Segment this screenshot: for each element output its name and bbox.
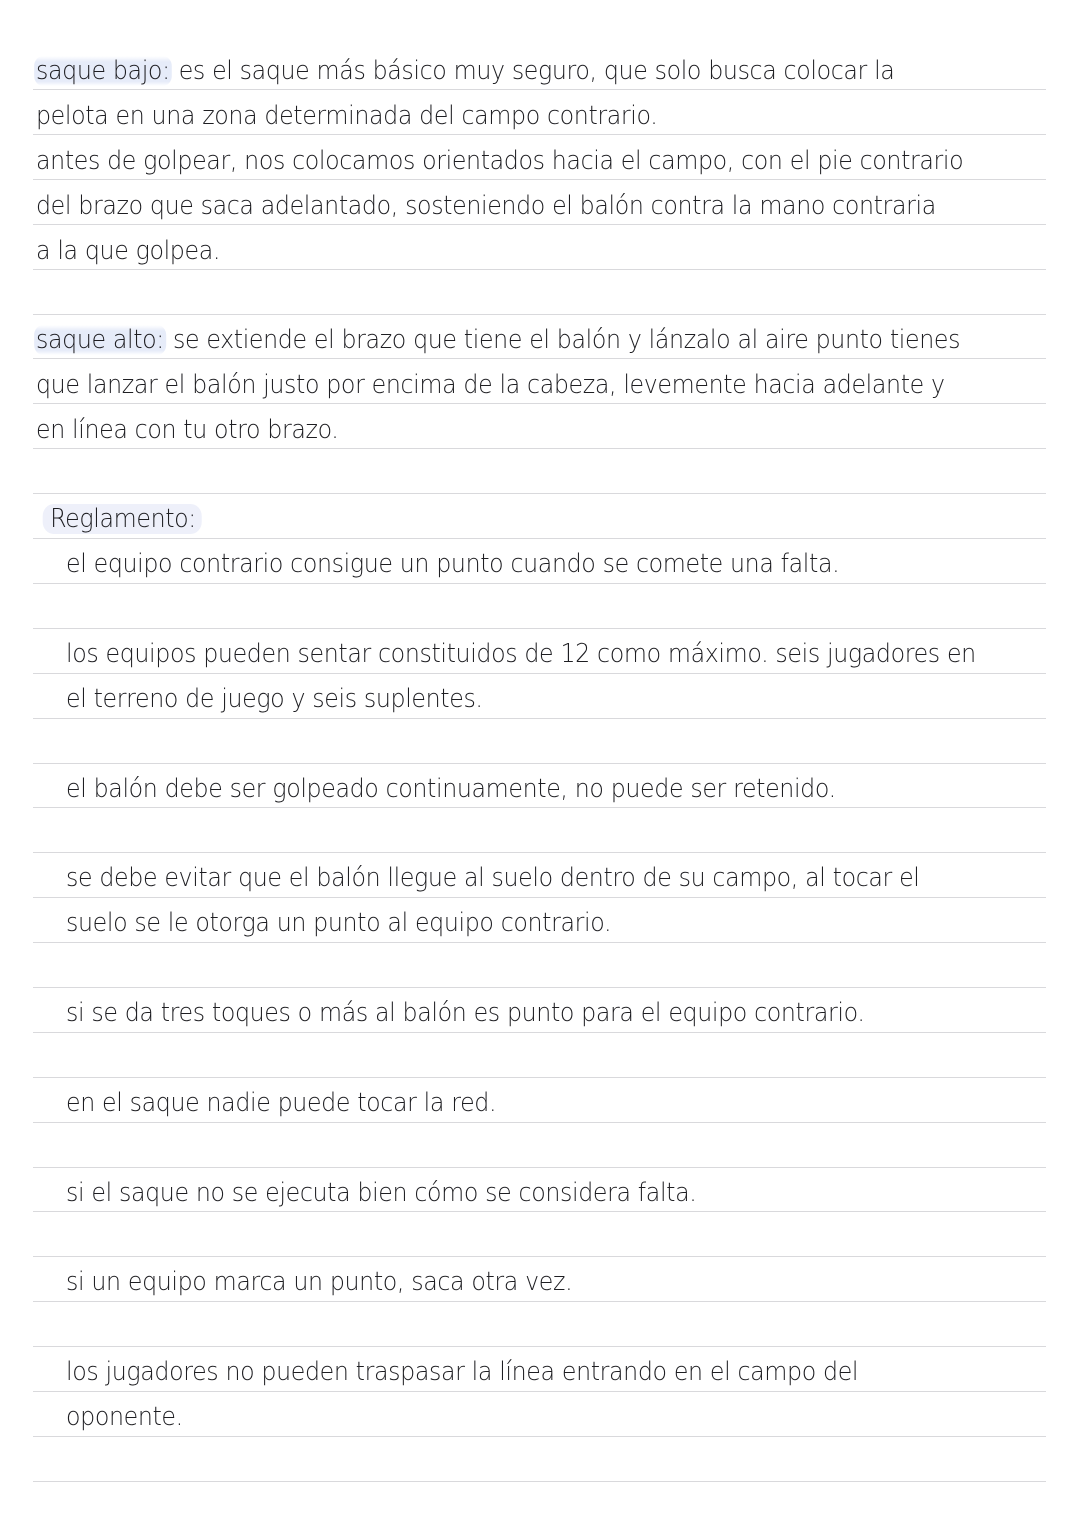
rule-line — [33, 314, 1046, 315]
rule-text: si un equipo marca un punto, saca otra vez. — [66, 1267, 573, 1297]
text-line: que lanzar el balón justo por encima de la cabeza, levemente hacia adelante y — [36, 370, 945, 400]
text-line: del brazo que saca adelantado, sosteniendo el balón contra la mano contraria — [36, 191, 936, 221]
rule-line — [33, 1346, 1046, 1347]
rule-text: el equipo contrario consigue un punto cuando se comete una falta. — [66, 549, 840, 579]
term-highlight-saque-alto: saque alto: — [36, 325, 164, 355]
text-line: a la que golpea. — [36, 236, 221, 266]
rule-text: oponente. — [66, 1402, 183, 1432]
rule-line — [33, 628, 1046, 629]
rule-text: si el saque no se ejecuta bien cómo se considera falta. — [66, 1178, 697, 1208]
text-line: pelota en una zona determinada del campo contrario. — [36, 101, 658, 131]
rule-line — [33, 852, 1046, 853]
rule-text: el terreno de juego y seis suplentes. — [66, 684, 483, 714]
rule-text: los jugadores no pueden traspasar la línea entrando en el campo del — [66, 1357, 859, 1387]
section-heading — [52, 497, 202, 541]
rule-line — [33, 1436, 1046, 1437]
rule-text: suelo se le otorga un punto al equipo contrario. — [66, 908, 612, 938]
rule-text: el balón debe ser golpeado continuamente, no puede ser retenido. — [66, 774, 836, 804]
rule-line — [33, 493, 1046, 494]
text-line — [36, 49, 894, 93]
rule-text: en el saque nadie puede tocar la red. — [66, 1088, 497, 1118]
heading-highlight-reglamento: Reglamento: — [43, 504, 202, 534]
rule-line — [33, 763, 1046, 764]
rule-line — [33, 987, 1046, 988]
text-line: antes de golpear, nos colocamos orientados hacia el campo, con el pie contrario — [36, 146, 964, 176]
text-line — [36, 318, 960, 362]
rule-line — [33, 1256, 1046, 1257]
text-line: en línea con tu otro brazo. — [36, 415, 339, 445]
rule-line — [33, 1167, 1046, 1168]
rule-text: se debe evitar que el balón llegue al suelo dentro de su campo, al tocar el — [66, 863, 920, 893]
definition-text: se extiende el brazo que tiene el balón y lánzalo al aire punto tienes — [165, 325, 961, 355]
rule-line — [33, 1481, 1046, 1482]
term-highlight-saque-bajo: saque bajo: — [36, 56, 170, 86]
rule-text: si se da tres toques o más al balón es punto para el equipo contrario. — [66, 998, 865, 1028]
definition-text: es el saque más básico muy seguro, que solo busca colocar la — [171, 56, 895, 86]
rule-text: los equipos pueden sentar constituidos de 12 como máximo. seis jugadores en — [66, 639, 976, 669]
rule-line — [33, 1077, 1046, 1078]
